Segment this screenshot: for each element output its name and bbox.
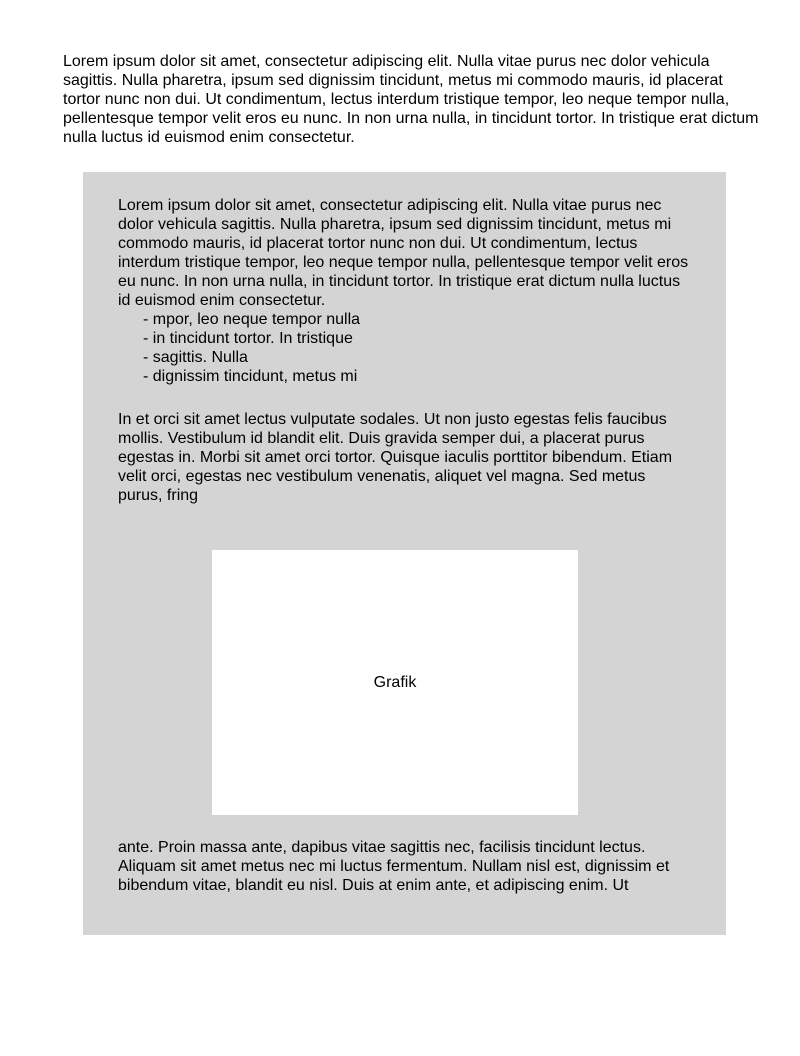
- graphic-placeholder: [212, 550, 578, 815]
- graphic-placeholder-label: Grafik: [373, 674, 417, 691]
- intro-paragraph: Lorem ipsum dolor sit amet, consectetur adipiscing elit. Nulla vitae purus nec dolor vehicula sagittis. Nulla pharetra, ipsum sed dignissim tincidunt, metus mi commodo mauris, id placerat tortor nunc non dui. Ut condimentum, lectus interdum tristique tempor, leo neque tempor nulla, pellentesque tempor velit eros eu nunc. In non urna nulla, in tincidunt tortor. In tristique erat dictum nulla luctus id euismod enim consectetur.: [63, 53, 759, 146]
- dash-list: [143, 310, 691, 386]
- panel-paragraph-2: In et orci sit amet lectus vulputate sodales. Ut non justo egestas felis faucibus mollis. Vestibulum id blandit elit. Duis gravida semper dui, a placerat purus egestas in. Morbi sit amet orci tortor. Quisque iaculis porttitor bibendum. Etiam velit orci, egestas nec vestibulum venenatis, aliquet vel magna. Sed metus purus, fring: [118, 411, 673, 504]
- panel-paragraph-3: ante. Proin massa ante, dapibus vitae sagittis nec, facilisis tincidunt lectus. Aliquam sit amet metus nec mi luctus fermentum. Nullam nisl est, dignissim et bibendum vitae, blandit eu nisl. Duis at enim ante, et adipiscing enim. Ut: [118, 839, 670, 894]
- list-item: - dignissim tincidunt, metus mi: [143, 368, 358, 385]
- list-item: - mpor, leo neque tempor nulla: [143, 311, 361, 328]
- list-item: - sagittis. Nulla: [143, 349, 248, 366]
- panel-paragraph-1: Lorem ipsum dolor sit amet, consectetur adipiscing elit. Nulla vitae purus nec dolor vehicula sagittis. Nulla pharetra, ipsum sed dignissim tincidunt, metus mi commodo mauris, id placerat tortor nunc non dui. Ut condimentum, lectus interdum tristique tempor, leo neque tempor nulla, pellentesque tempor velit eros eu nunc. In non urna nulla, in tincidunt tortor. In tristique erat dictum nulla luctus id euismod enim consectetur.: [118, 197, 689, 309]
- list-item: - in tincidunt tortor. In tristique: [143, 330, 353, 347]
- content-panel: [83, 172, 726, 935]
